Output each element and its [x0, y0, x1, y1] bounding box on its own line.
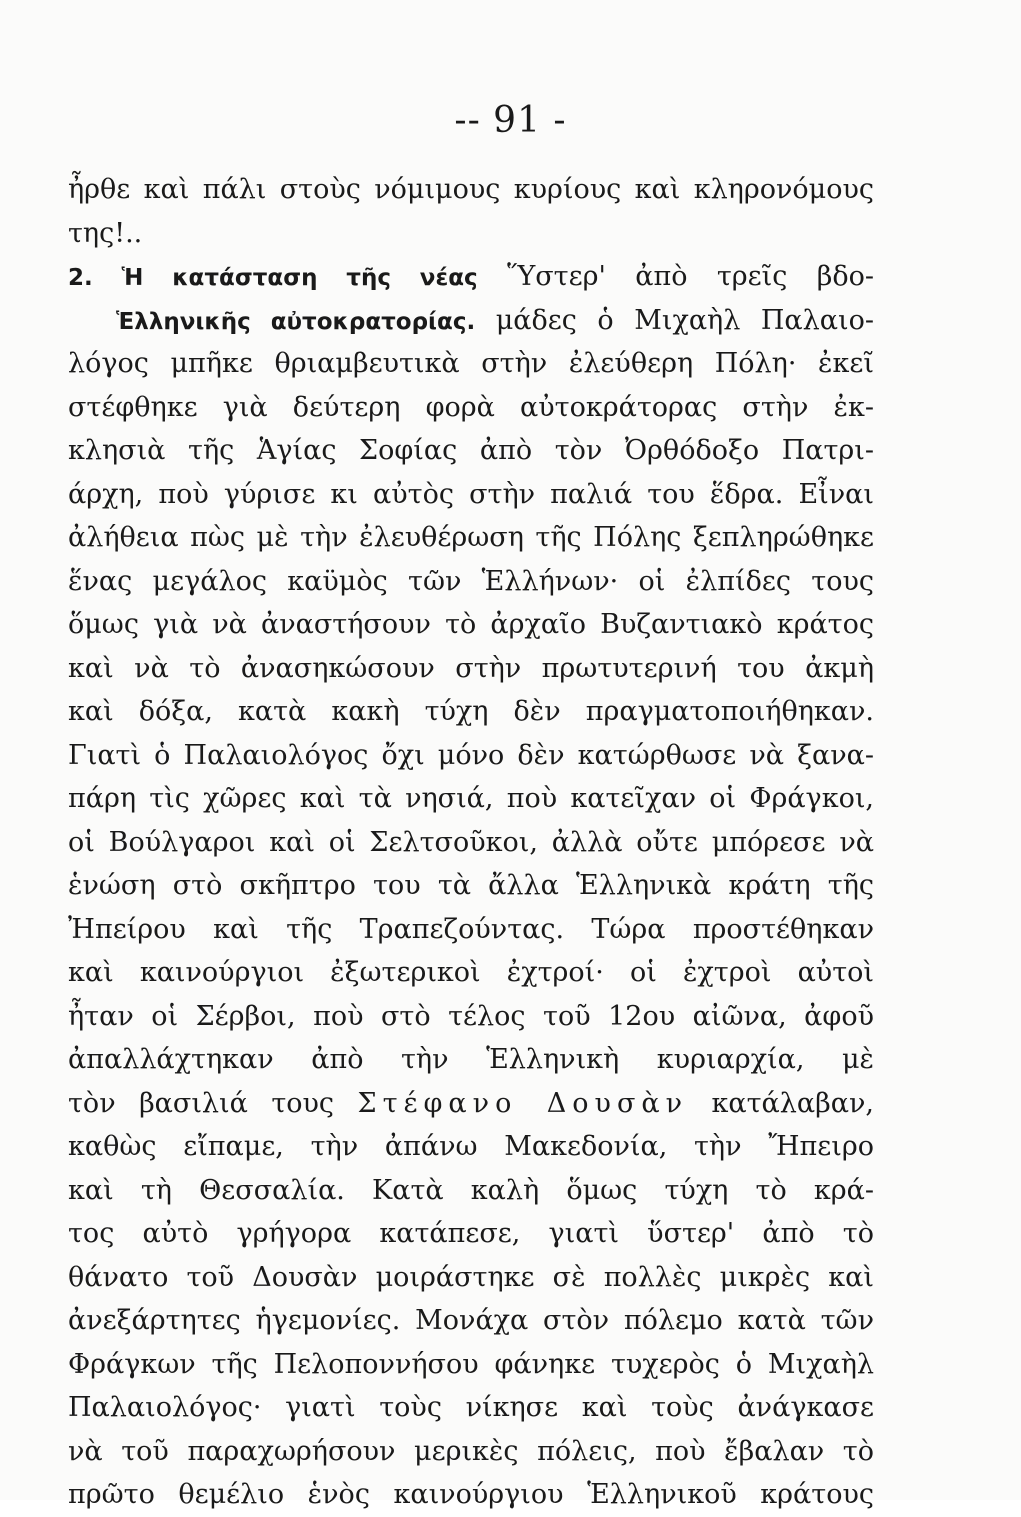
text-fragment: Ὕστερ' ἀπὸ τρεῖς βδο- [507, 261, 874, 292]
text-fragment: μάδες ὁ Μιχαὴλ Παλαιο- [495, 304, 874, 336]
text-line: καθὼς εἴπαμε, τὴν ἀπάνω Μακεδονία, τὴν Ἤπειρο [68, 1131, 874, 1162]
text-line: καὶ καινούργιοι ἐξωτερικοὶ ἐχτροί· οἱ ἐχτροὶ αὐτοὶ [68, 957, 874, 988]
text-line [68, 1082, 874, 1126]
text-line: Φράγκων τῆς Πελοποννήσου φάνηκε τυχερὸς ὁ Μιχαὴλ [68, 1348, 874, 1380]
text-line: Ἠπείρου καὶ τῆς Τραπεζούντας. Τώρα προστέθηκαν [68, 913, 874, 945]
text-line: καὶ δόξα, κατὰ κακὴ τύχη δὲν πραγματοποιήθηκαν. [68, 696, 874, 727]
text-line: κλησιὰ τῆς Ἁγίας Σοφίας ἀπὸ τὸν Ὀρθόδοξο Πατρι- [68, 435, 874, 466]
text-line: Γιατὶ ὁ Παλαιολόγος ὄχι μόνο δὲν κατώρθωσε νὰ ξανα- [68, 739, 874, 771]
spaced-name: Στέφανο Δουσὰν [357, 1087, 689, 1119]
text-line: ἑνώση στὸ σκῆπτρο του τὰ ἄλλα Ἑλληνικὰ κράτη τῆς [68, 870, 874, 901]
body-text [68, 168, 874, 1517]
text-line: άρχη, ποὺ γύρισε κι αὐτὸς στὴν παλιά του ἕδρα. Εἶναι [68, 478, 874, 510]
section-heading-part-1: 2. Ἡ κατάσταση τῆς νέας [68, 265, 478, 291]
text-line: Παλαιολόγος· γιατὶ τοὺς νίκησε καὶ τοὺς ἀνάγκασε [68, 1392, 874, 1423]
text-line: ἦταν οἱ Σέρβοι, ποὺ στὸ τέλος τοῦ 12ου αἰῶνα, ἀφοῦ [68, 1000, 874, 1032]
text-line: καὶ νὰ τὸ ἀνασηκώσουν στὴν πρωτυτερινή του ἀκμὴ [68, 652, 874, 684]
text-line: πάρη τὶς χῶρες καὶ τὰ νησιά, ποὺ κατεῖχαν οἱ Φράγκοι, [68, 783, 874, 814]
text-line: ἀνεξάρτητες ἡγεμονίες. Μονάχα στὸν πόλεμο κατὰ τῶν [68, 1305, 874, 1336]
heading-line [68, 255, 874, 299]
section-heading-part-2: Ἑλληνικῆς αὐτοκρατορίας. [116, 308, 476, 335]
text-line: στέφθηκε γιὰ δεύτερη φορὰ αὐτοκράτορας στὴν ἐκ- [68, 391, 874, 423]
text-line: ἦρθε καὶ πάλι στοὺς νόμιμους κυρίους καὶ κληρονόμους [68, 174, 874, 205]
text-line: ἀλήθεια πὼς μὲ τὴν ἐλευθέρωση τῆς Πόλης ξεπληρώθηκε [68, 522, 874, 553]
text-fragment: κατάλαβαν, [711, 1087, 874, 1119]
text-line: πρῶτο θεμέλιο ἑνὸς καινούργιου Ἑλληνικοῦ κράτους [68, 1479, 874, 1510]
text-line: καὶ τὴ Θεσσαλία. Κατὰ καλὴ ὅμως τύχη τὸ κρά- [68, 1174, 874, 1206]
text-line: ἕνας μεγάλος καϋμὸς τῶν Ἑλλήνων· οἱ ἐλπίδες τους [68, 565, 874, 597]
text-line: της!.. [68, 217, 143, 249]
text-line: τος αὐτὸ γρήγορα κατάπεσε, γιατὶ ὕστερ' ἀπὸ τὸ [68, 1218, 874, 1249]
page-number: -- 91 - [454, 100, 567, 141]
text-line: οἱ Βούλγαροι καὶ οἱ Σελτσοῦκοι, ἀλλὰ οὔτε μπόρεσε νὰ [68, 826, 874, 858]
text-line: ὅμως γιὰ νὰ ἀναστήσουν τὸ ἀρχαῖο Βυζαντιακὸ κράτος [68, 609, 874, 640]
text-line: ἀπαλλάχτηκαν ἀπὸ τὴν Ἑλληνικὴ κυριαρχία, μὲ [68, 1044, 874, 1075]
text-fragment: τὸν βασιλιά τους [68, 1087, 335, 1119]
text-line: θάνατο τοῦ Δουσὰν μοιράστηκε σὲ πολλὲς μικρὲς καὶ [68, 1261, 874, 1293]
text-line: νὰ τοῦ παραχωρήσουν μερικὲς πόλεις, ποὺ ἔβαλαν τὸ [68, 1435, 874, 1467]
heading-line [68, 299, 874, 343]
text-line: λόγος μπῆκε θριαμβευτικὰ στὴν ἐλεύθερη Πόλη· ἐκεῖ [68, 348, 874, 379]
